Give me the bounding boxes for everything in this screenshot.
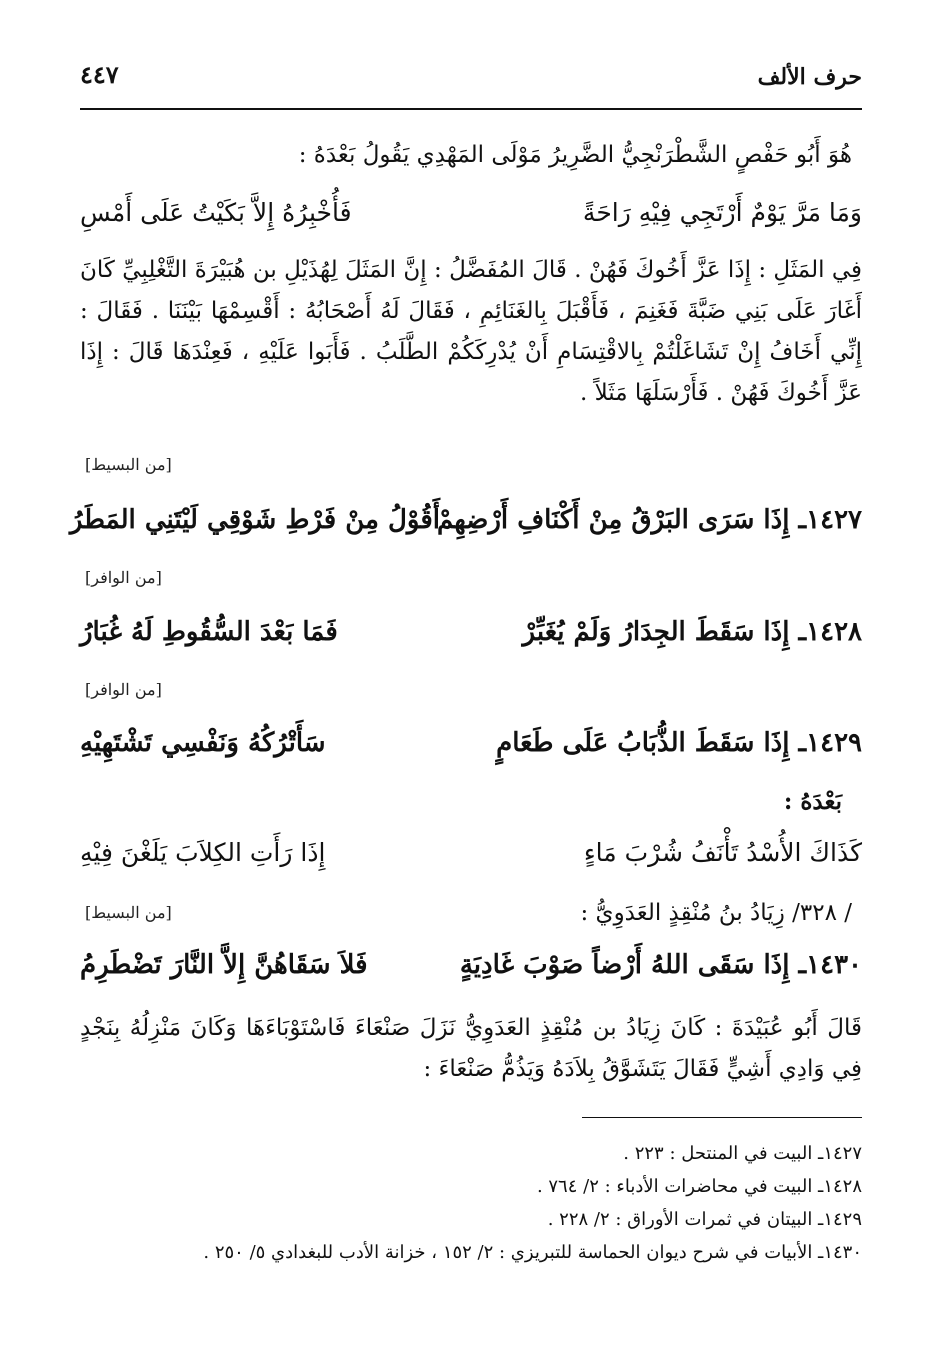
footnotes (80, 1137, 862, 1269)
page-header (80, 58, 862, 94)
verse-first-hemistich: ١٤٢٨ـ إِذَا سَقَطَ الجِدَارُ وَلَمْ يُغَبِّرْ (522, 617, 862, 647)
meter-label: [من الوافر] (85, 568, 162, 587)
verse-second-hemistich: سَأَتْرُكُهُ وَنَفْسِي تَشْتَهِيْهِ (80, 728, 326, 758)
verse-after-1429 (80, 838, 862, 882)
after-label: بَعْدَهُ : (783, 788, 842, 815)
verse-second-hemistich: فَأُخْبِرُهُ إِلاَّ بَكَيْتُ عَلَى أَمْسِ (80, 198, 352, 227)
verse-first-hemistich: وَمَا مَرَّ يَوْمٌ أَرْتَجِي فِيْهِ رَاحَةً (582, 198, 862, 227)
footnote: ١٤٣٠ـ الأبيات في شرح ديوان الحماسة للتبريزي : ٢/ ١٥٢ ، خزانة الأدب للبغدادي ٥/ ٢٥٠ . (203, 1242, 862, 1263)
verse-1430 (80, 950, 862, 994)
header-rule (80, 108, 862, 110)
verse-first-hemistich: ١٤٢٩ـ إِذَا سَقَطَ الذُّبَابُ عَلَى طَعَامٍ (496, 728, 862, 758)
footnote: ١٤٢٨ـ البيت في محاضرات الأدباء : ٢/ ٧٦٤ . (536, 1176, 862, 1197)
verse-first-hemistich: كَذَاكَ الأُسْدُ تَأْنَفُ شُرْبَ مَاءٍ (583, 838, 862, 867)
intro-verse (80, 198, 862, 242)
verse-second-hemistich: أَقُوْلُ مِنْ فَرْطِ شَوْقِي لَيْتَنِي المَطَرُ (69, 505, 440, 535)
meter-label: [من الوافر] (85, 680, 162, 699)
meter-label: [من البسيط] (85, 903, 172, 922)
verse-first-hemistich: ١٤٢٧ـ إِذَا سَرَى البَرْقُ مِنْ أَكْنَافِ أَرْضِهِمْ (437, 505, 862, 535)
meter-label: [من البسيط] (85, 455, 172, 474)
footnote: ١٤٢٧ـ البيت في المنتحل : ٢٢٣ . (623, 1143, 862, 1164)
poet-line: / ٣٢٨/ زِيَادُ بنُ مُنْقِذٍ العَدَوِيُّ : (580, 900, 852, 926)
intro-line: هُوَ أَبُو حَفْصٍ الشَّطْرَنْجِيُّ الضَّرِيرُ مَوْلَى المَهْدِي يَقُولُ بَعْدَهُ : (298, 142, 852, 168)
running-title: حرف الألف (757, 64, 862, 90)
verse-second-hemistich: فَمَا بَعْدَ السُّقُوطِ لَهُ غُبَارُ (80, 617, 338, 647)
verse-1427 (69, 505, 862, 549)
verse-1429 (80, 728, 862, 772)
page-number: ٤٤٧ (80, 60, 119, 89)
footnote: ١٤٢٩ـ البيتان في ثمرات الأوراق : ٢/ ٢٢٨ . (547, 1209, 862, 1230)
verse-first-hemistich: ١٤٣٠ـ إِذَا سَقَى اللهُ أَرْضاً صَوْبَ غَادِيَةٍ (459, 950, 862, 980)
verse-second-hemistich: فَلاَ سَقَاهُنَّ إِلاَّ النَّارَ تَضْطَرِمُ (80, 950, 368, 980)
proverb-paragraph: فِي المَثَلِ : إِذَا عَزَّ أَخُوكَ فَهُنْ . قَالَ المُفَضَّلُ : إِنَّ المَثَلَ لِهُذَيْلِ بن هُبَيْرَةَ التَّغْلِبِيِّ كَانَ أَغَارَ عَلَى بَنِي ضَبَّةَ فَغَنِمَ ، فَأَقْبَلَ بِالغَنَائِمِ ، فَقَالَ لَهُ أَصْحَابُهُ : أَقْسِمْهَا بَيْنَنَا . فَقَالَ : إِنِّي أَخَافُ إِنْ تَشَاغَلْتُمْ بِالاقْتِسَامِ أَنْ يُدْرِكَكُمْ الطَّلَبُ . فَأَبَوا عَلَيْهِ ، فَعِنْدَهَا قَالَ : إِذَا عَزَّ أَخُوكَ فَهُنْ . فَأَرْسَلَهَا مَثَلاً . (80, 257, 862, 406)
closing-paragraph: قَالَ أَبُو عُبَيْدَةَ : كَانَ زِيَادُ بن مُنْقِذٍ العَدَوِيُّ نَزَلَ صَنْعَاءَ فَاسْتَوْبَاءَهَا وَكَانَ مَنْزِلُهُ بِنَجْدٍ فِي وَادِي أَشِيٍّ فَقَالَ يَتَشَوَّقُ بِلاَدَهُ وَيَذُمُّ صَنْعَاءَ : (80, 1015, 862, 1082)
verse-1428 (80, 617, 862, 661)
footnote-rule (582, 1117, 862, 1118)
verse-second-hemistich: إِذَا رَأَتِ الكِلاَبَ يَلَغْنَ فِيْهِ (80, 838, 326, 867)
